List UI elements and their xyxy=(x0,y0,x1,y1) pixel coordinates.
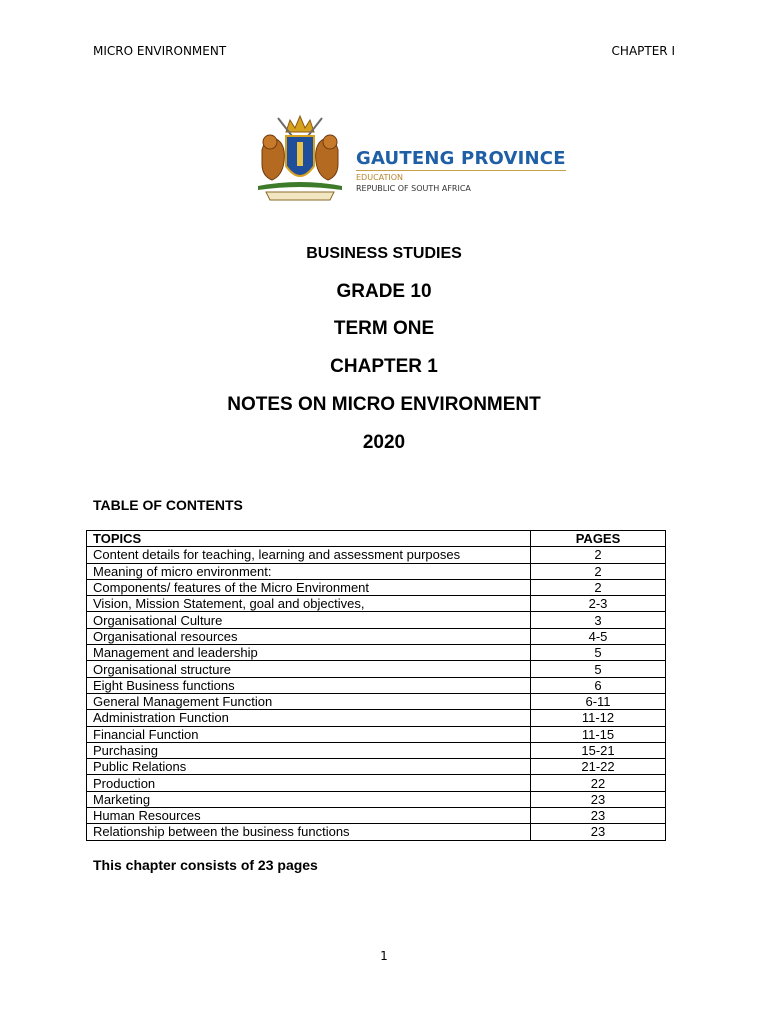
toc-topic-cell: Purchasing xyxy=(87,742,531,758)
header-right: CHAPTER I xyxy=(611,44,675,58)
logo-title: GAUTENG PROVINCE xyxy=(356,148,566,169)
page-number: 1 xyxy=(380,949,388,963)
toc-topic-cell: Content details for teaching, learning and assessment purposes xyxy=(87,547,531,563)
table-row xyxy=(87,775,666,791)
toc-pages-cell: 2 xyxy=(531,547,666,563)
table-row xyxy=(87,596,666,612)
table-row xyxy=(87,563,666,579)
toc-topic-cell: Relationship between the business functions xyxy=(87,824,531,840)
toc-topic-cell: Meaning of micro environment: xyxy=(87,563,531,579)
toc-topic-cell: Organisational Culture xyxy=(87,612,531,628)
table-row xyxy=(87,824,666,840)
toc-pages-cell: 11-12 xyxy=(531,710,666,726)
toc-topic-cell: Marketing xyxy=(87,791,531,807)
toc-pages-cell: 4-5 xyxy=(531,628,666,644)
table-row xyxy=(87,693,666,709)
table-row xyxy=(87,677,666,693)
table-row xyxy=(87,808,666,824)
table-row xyxy=(87,579,666,595)
toc-header-row xyxy=(87,531,666,547)
toc-topic-cell: Management and leadership xyxy=(87,645,531,661)
toc-topic-cell: Human Resources xyxy=(87,808,531,824)
toc-pages-cell: 23 xyxy=(531,791,666,807)
table-row xyxy=(87,628,666,644)
toc-topic-cell: Organisational resources xyxy=(87,628,531,644)
toc-pages-cell: 5 xyxy=(531,645,666,661)
subject-title: BUSINESS STUDIES xyxy=(306,245,462,262)
notes-title: NOTES ON MICRO ENVIRONMENT xyxy=(227,394,541,415)
table-row xyxy=(87,791,666,807)
year-title: 2020 xyxy=(362,432,406,453)
toc-pages-cell: 23 xyxy=(531,824,666,840)
toc-pages-cell: 11-15 xyxy=(531,726,666,742)
toc-pages-cell: 22 xyxy=(531,775,666,791)
toc-topic-cell: Production xyxy=(87,775,531,791)
table-row xyxy=(87,710,666,726)
toc-table xyxy=(86,530,666,841)
toc-body xyxy=(87,547,666,840)
table-row xyxy=(87,759,666,775)
toc-pages-cell: 15-21 xyxy=(531,742,666,758)
table-row xyxy=(87,726,666,742)
table-row xyxy=(87,612,666,628)
table-row xyxy=(87,645,666,661)
toc-topic-cell: Components/ features of the Micro Environment xyxy=(87,579,531,595)
toc-column-pages: PAGES xyxy=(531,531,666,547)
toc-pages-cell: 6 xyxy=(531,677,666,693)
gauteng-logo xyxy=(248,110,566,202)
table-row xyxy=(87,661,666,677)
toc-pages-cell: 21-22 xyxy=(531,759,666,775)
toc-topic-cell: Organisational structure xyxy=(87,661,531,677)
table-row xyxy=(87,742,666,758)
toc-topic-cell: Public Relations xyxy=(87,759,531,775)
term-title: TERM ONE xyxy=(333,318,435,339)
coat-of-arms-icon xyxy=(248,110,352,202)
logo-subtitle-country: REPUBLIC OF SOUTH AFRICA xyxy=(356,184,471,193)
grade-title: GRADE 10 xyxy=(336,281,432,302)
toc-column-topics: TOPICS xyxy=(87,531,531,547)
page-count-note: This chapter consists of 23 pages xyxy=(93,857,318,873)
logo-subtitle-education: EDUCATION xyxy=(356,173,404,182)
toc-pages-cell: 2 xyxy=(531,579,666,595)
toc-heading: TABLE OF CONTENTS xyxy=(93,497,243,513)
table-row xyxy=(87,547,666,563)
toc-pages-cell: 2-3 xyxy=(531,596,666,612)
toc-topic-cell: Eight Business functions xyxy=(87,677,531,693)
chapter-title: CHAPTER 1 xyxy=(330,356,438,377)
toc-pages-cell: 6-11 xyxy=(531,693,666,709)
toc-pages-cell: 3 xyxy=(531,612,666,628)
toc-topic-cell: Administration Function xyxy=(87,710,531,726)
header-left: MICRO ENVIRONMENT xyxy=(93,44,227,58)
toc-pages-cell: 2 xyxy=(531,563,666,579)
toc-topic-cell: Vision, Mission Statement, goal and objectives, xyxy=(87,596,531,612)
toc-pages-cell: 5 xyxy=(531,661,666,677)
toc-topic-cell: General Management Function xyxy=(87,693,531,709)
toc-topic-cell: Financial Function xyxy=(87,726,531,742)
toc-pages-cell: 23 xyxy=(531,808,666,824)
